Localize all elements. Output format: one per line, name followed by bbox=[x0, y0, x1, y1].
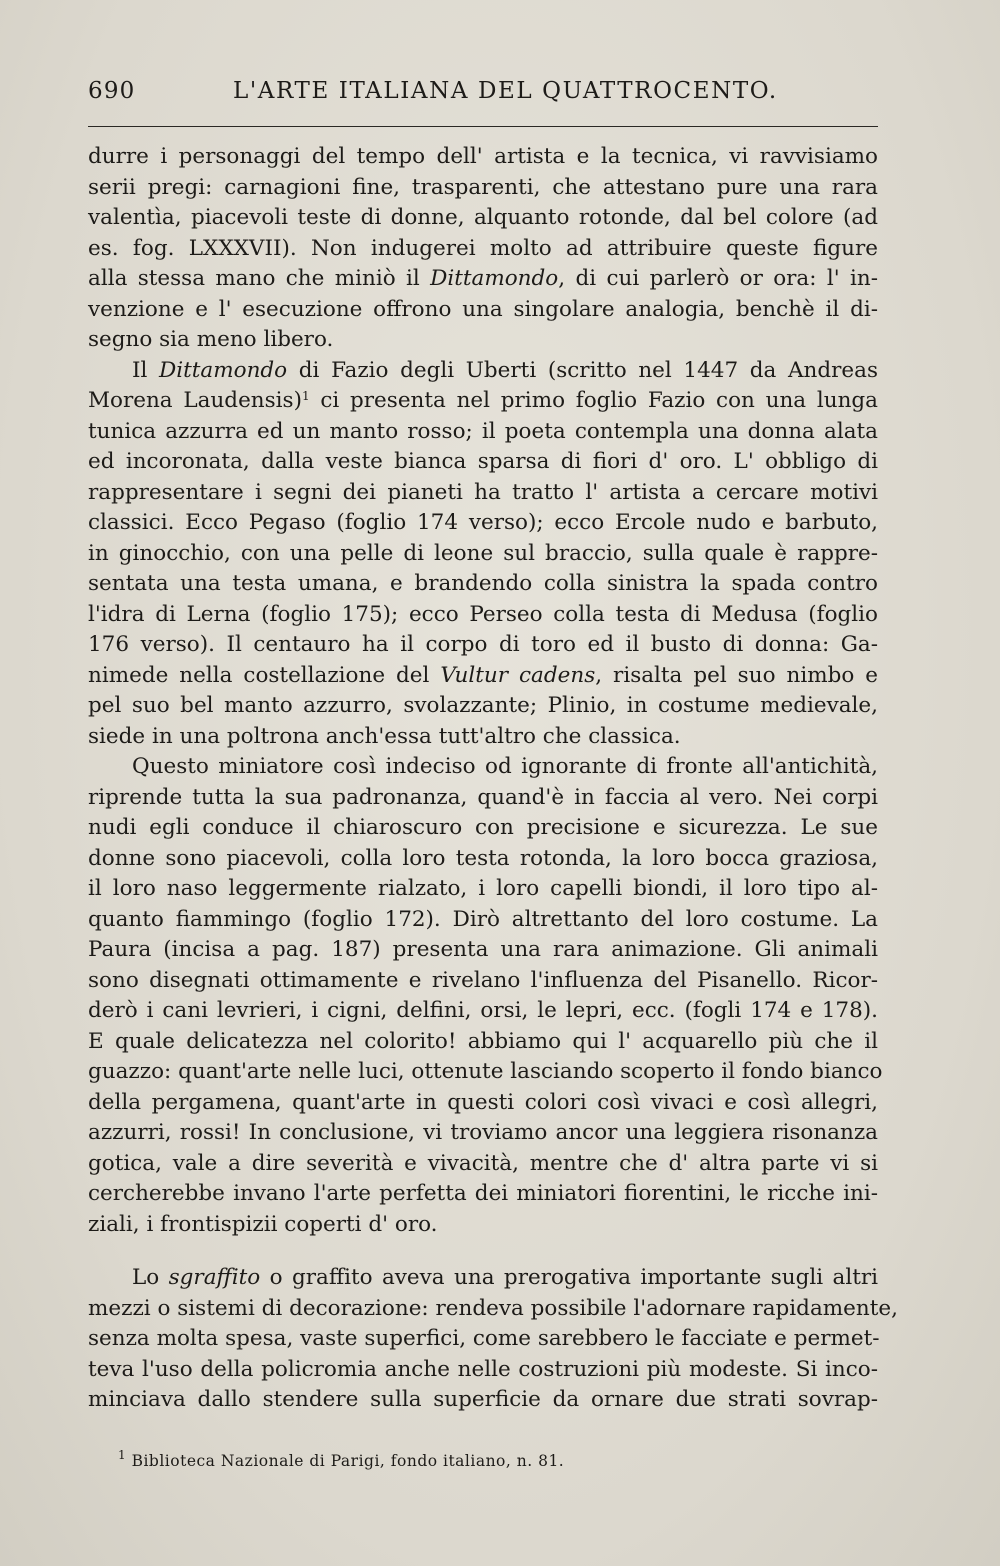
line-text: Morena Laudensis) bbox=[88, 388, 302, 413]
italic-title: Dittamondo bbox=[430, 266, 559, 291]
text-line bbox=[88, 478, 878, 509]
line-text: in ginocchio, con una pelle di leone sul braccio, sulla quale è rappre- bbox=[88, 540, 878, 566]
text-line bbox=[88, 264, 878, 295]
line-text: classici. Ecco Pegaso (foglio 174 verso); ecco Ercole nudo e barbuto, bbox=[88, 510, 878, 535]
line-text: senza molta spesa, vaste superfici, come sarebbero le facciate e permet- bbox=[88, 1326, 880, 1351]
text-line bbox=[88, 661, 878, 692]
line-text: mezzi o sistemi di decorazione: rendeva possibile l'adornare rapidamente, bbox=[88, 1295, 898, 1321]
line-text: della pergamena, quant'arte in questi colori così vivaci e così allegri, bbox=[88, 1089, 878, 1115]
text-line bbox=[88, 691, 878, 722]
text-line bbox=[88, 1118, 878, 1149]
text-line bbox=[88, 447, 878, 478]
line-text: rappresentare i segni dei pianeti ha tratto l' artista a cercare motivi bbox=[88, 479, 878, 505]
line-text: ziali, i frontispizii coperti d' oro. bbox=[88, 1211, 438, 1237]
line-text: sono disegnati ottimamente e rivelano l'influenza del Pisanello. Ricor- bbox=[88, 967, 878, 993]
text-line bbox=[88, 905, 878, 936]
line-text: serii pregi: carnagioni fine, trasparenti, che attestano pure una rara bbox=[88, 174, 878, 200]
page-number: 690 bbox=[88, 78, 136, 104]
line-text: teva l'uso della policromia anche nelle costruzioni più modeste. Si inco- bbox=[88, 1356, 878, 1382]
page-header bbox=[88, 78, 878, 118]
line-text: valentìa, piacevoli teste di donne, alquanto rotonde, dal bel colore (ad bbox=[88, 205, 878, 230]
line-text: gotica, vale a dire severità e vivacità, mentre che d' altra parte vi si bbox=[88, 1150, 878, 1176]
line-text: cercherebbe invano l'arte perfetta dei miniatori fiorentini, le ricche ini- bbox=[88, 1181, 878, 1206]
line-text: tunica azzurra ed un manto rosso; il poeta contempla una donna alata bbox=[88, 418, 878, 444]
line-text: o graffito aveva una prerogativa importante sugli altri bbox=[260, 1265, 878, 1290]
line-text: Paura (incisa a pag. 187) presenta una rara animazione. Gli animali bbox=[88, 937, 878, 962]
text-line bbox=[88, 722, 878, 753]
line-text: Questo miniatore così indeciso od ignorante di fronte all'antichità, bbox=[132, 754, 878, 779]
text-line bbox=[88, 1294, 898, 1325]
text-line bbox=[88, 966, 878, 997]
line-text: durre i personaggi del tempo dell' artista e la tecnica, vi ravvisiamo bbox=[88, 144, 878, 169]
header-rule bbox=[88, 126, 878, 127]
text-line bbox=[88, 173, 878, 204]
footnote bbox=[118, 1448, 878, 1470]
text-line bbox=[88, 1355, 878, 1386]
text-line bbox=[88, 569, 878, 600]
main-text bbox=[88, 142, 883, 1240]
line-text: alla stessa mano che miniò il bbox=[88, 266, 431, 291]
sgraffito-section bbox=[88, 1263, 898, 1416]
line-text: nimede nella costellazione del bbox=[88, 662, 441, 688]
line-text: 176 verso). Il centauro ha il corpo di toro ed il busto di donna: Ga- bbox=[88, 632, 878, 657]
line-text: riprende tutta la sua padronanza, quand'è in faccia al vero. Nei corpi bbox=[88, 784, 878, 810]
line-text: Il bbox=[132, 357, 160, 383]
line-text: sentata una testa umana, e brandendo colla sinistra la spada contro bbox=[88, 571, 878, 596]
text-line bbox=[88, 1027, 878, 1058]
line-text: l'idra di Lerna (foglio 175); ecco Perseo colla testa di Medusa (foglio bbox=[88, 601, 878, 627]
line-text: siede in una poltrona anch'essa tutt'altro che classica. bbox=[88, 723, 681, 749]
text-line bbox=[88, 1057, 883, 1088]
text-line bbox=[88, 1263, 878, 1294]
text-line bbox=[88, 142, 878, 173]
line-text: il loro naso leggermente rialzato, i loro capelli biondi, il loro tipo al- bbox=[88, 876, 878, 901]
text-line bbox=[88, 874, 878, 905]
text-line bbox=[88, 600, 878, 631]
text-line bbox=[88, 356, 878, 387]
line-text: Lo bbox=[132, 1265, 169, 1290]
line-text: di Fazio degli Uberti (scritto nel 1447 da Andreas bbox=[287, 357, 878, 383]
text-line bbox=[88, 325, 878, 356]
text-line bbox=[88, 844, 878, 875]
line-text: ci presenta nel primo foglio Fazio con una lunga bbox=[309, 388, 878, 413]
footnote-ref: 1 bbox=[301, 389, 310, 403]
text-line bbox=[88, 1179, 878, 1210]
text-line bbox=[88, 1324, 878, 1355]
italic-title: Dittamondo bbox=[159, 357, 288, 383]
italic-title: sgraffito bbox=[168, 1265, 261, 1290]
text-line bbox=[88, 386, 878, 417]
text-line bbox=[88, 813, 878, 844]
line-text: pel suo bel manto azzurro, svolazzante; Plinio, in costume medievale, bbox=[88, 693, 878, 718]
text-line bbox=[88, 295, 878, 326]
text-line bbox=[88, 508, 878, 539]
text-line bbox=[88, 935, 878, 966]
line-text: segno sia meno libero. bbox=[88, 327, 334, 352]
line-text: guazzo: quant'arte nelle luci, ottenute lasciando scoperto il fondo bianco bbox=[88, 1059, 883, 1084]
text-line bbox=[88, 752, 878, 783]
line-text: , risalta pel suo nimbo e bbox=[595, 662, 878, 688]
line-text: venzione e l' esecuzione offrono una singolare analogia, benchè il di- bbox=[88, 296, 878, 322]
text-line bbox=[88, 417, 878, 448]
text-line bbox=[88, 1210, 878, 1241]
text-line bbox=[88, 996, 878, 1027]
line-text: minciava dallo stendere sulla superficie da ornare due strati sovrap- bbox=[88, 1387, 878, 1412]
text-line bbox=[88, 1149, 878, 1180]
text-line bbox=[88, 630, 878, 661]
line-text: E quale delicatezza nel colorito! abbiamo qui l' acquarello più che il bbox=[88, 1028, 878, 1054]
line-text: es. fog. LXXXVII). Non indugerei molto ad attribuire queste figure bbox=[88, 235, 878, 261]
line-text: donne sono piacevoli, colla loro testa rotonda, la loro bocca graziosa, bbox=[88, 845, 878, 871]
line-text: azzurri, rossi! In conclusione, vi troviamo ancor una leggiera risonanza bbox=[88, 1120, 878, 1145]
text-line bbox=[88, 1385, 878, 1416]
text-line bbox=[88, 203, 878, 234]
line-text: nudi egli conduce il chiaroscuro con precisione e sicurezza. Le sue bbox=[88, 815, 878, 840]
running-title: L'ARTE ITALIANA DEL QUATTROCENTO. bbox=[233, 78, 778, 104]
footnote-text: Biblioteca Nazionale di Parigi, fondo italiano, n. 81. bbox=[131, 1452, 565, 1470]
text-line bbox=[88, 783, 878, 814]
line-text: ed incoronata, dalla veste bianca sparsa di fiori d' oro. L' obbligo di bbox=[88, 449, 878, 474]
line-text: derò i cani levrieri, i cigni, delfini, orsi, le lepri, ecc. (fogli 174 e 178). bbox=[88, 998, 878, 1023]
line-text: , di cui parlerò or ora: l' in- bbox=[558, 266, 878, 291]
text-line bbox=[88, 1088, 878, 1119]
text-line bbox=[88, 539, 878, 570]
line-text: quanto fiammingo (foglio 172). Dirò altrettanto del loro costume. La bbox=[88, 906, 878, 932]
text-line bbox=[88, 234, 878, 265]
italic-title: Vultur cadens bbox=[440, 662, 596, 688]
footnote-marker: 1 bbox=[118, 1448, 127, 1462]
